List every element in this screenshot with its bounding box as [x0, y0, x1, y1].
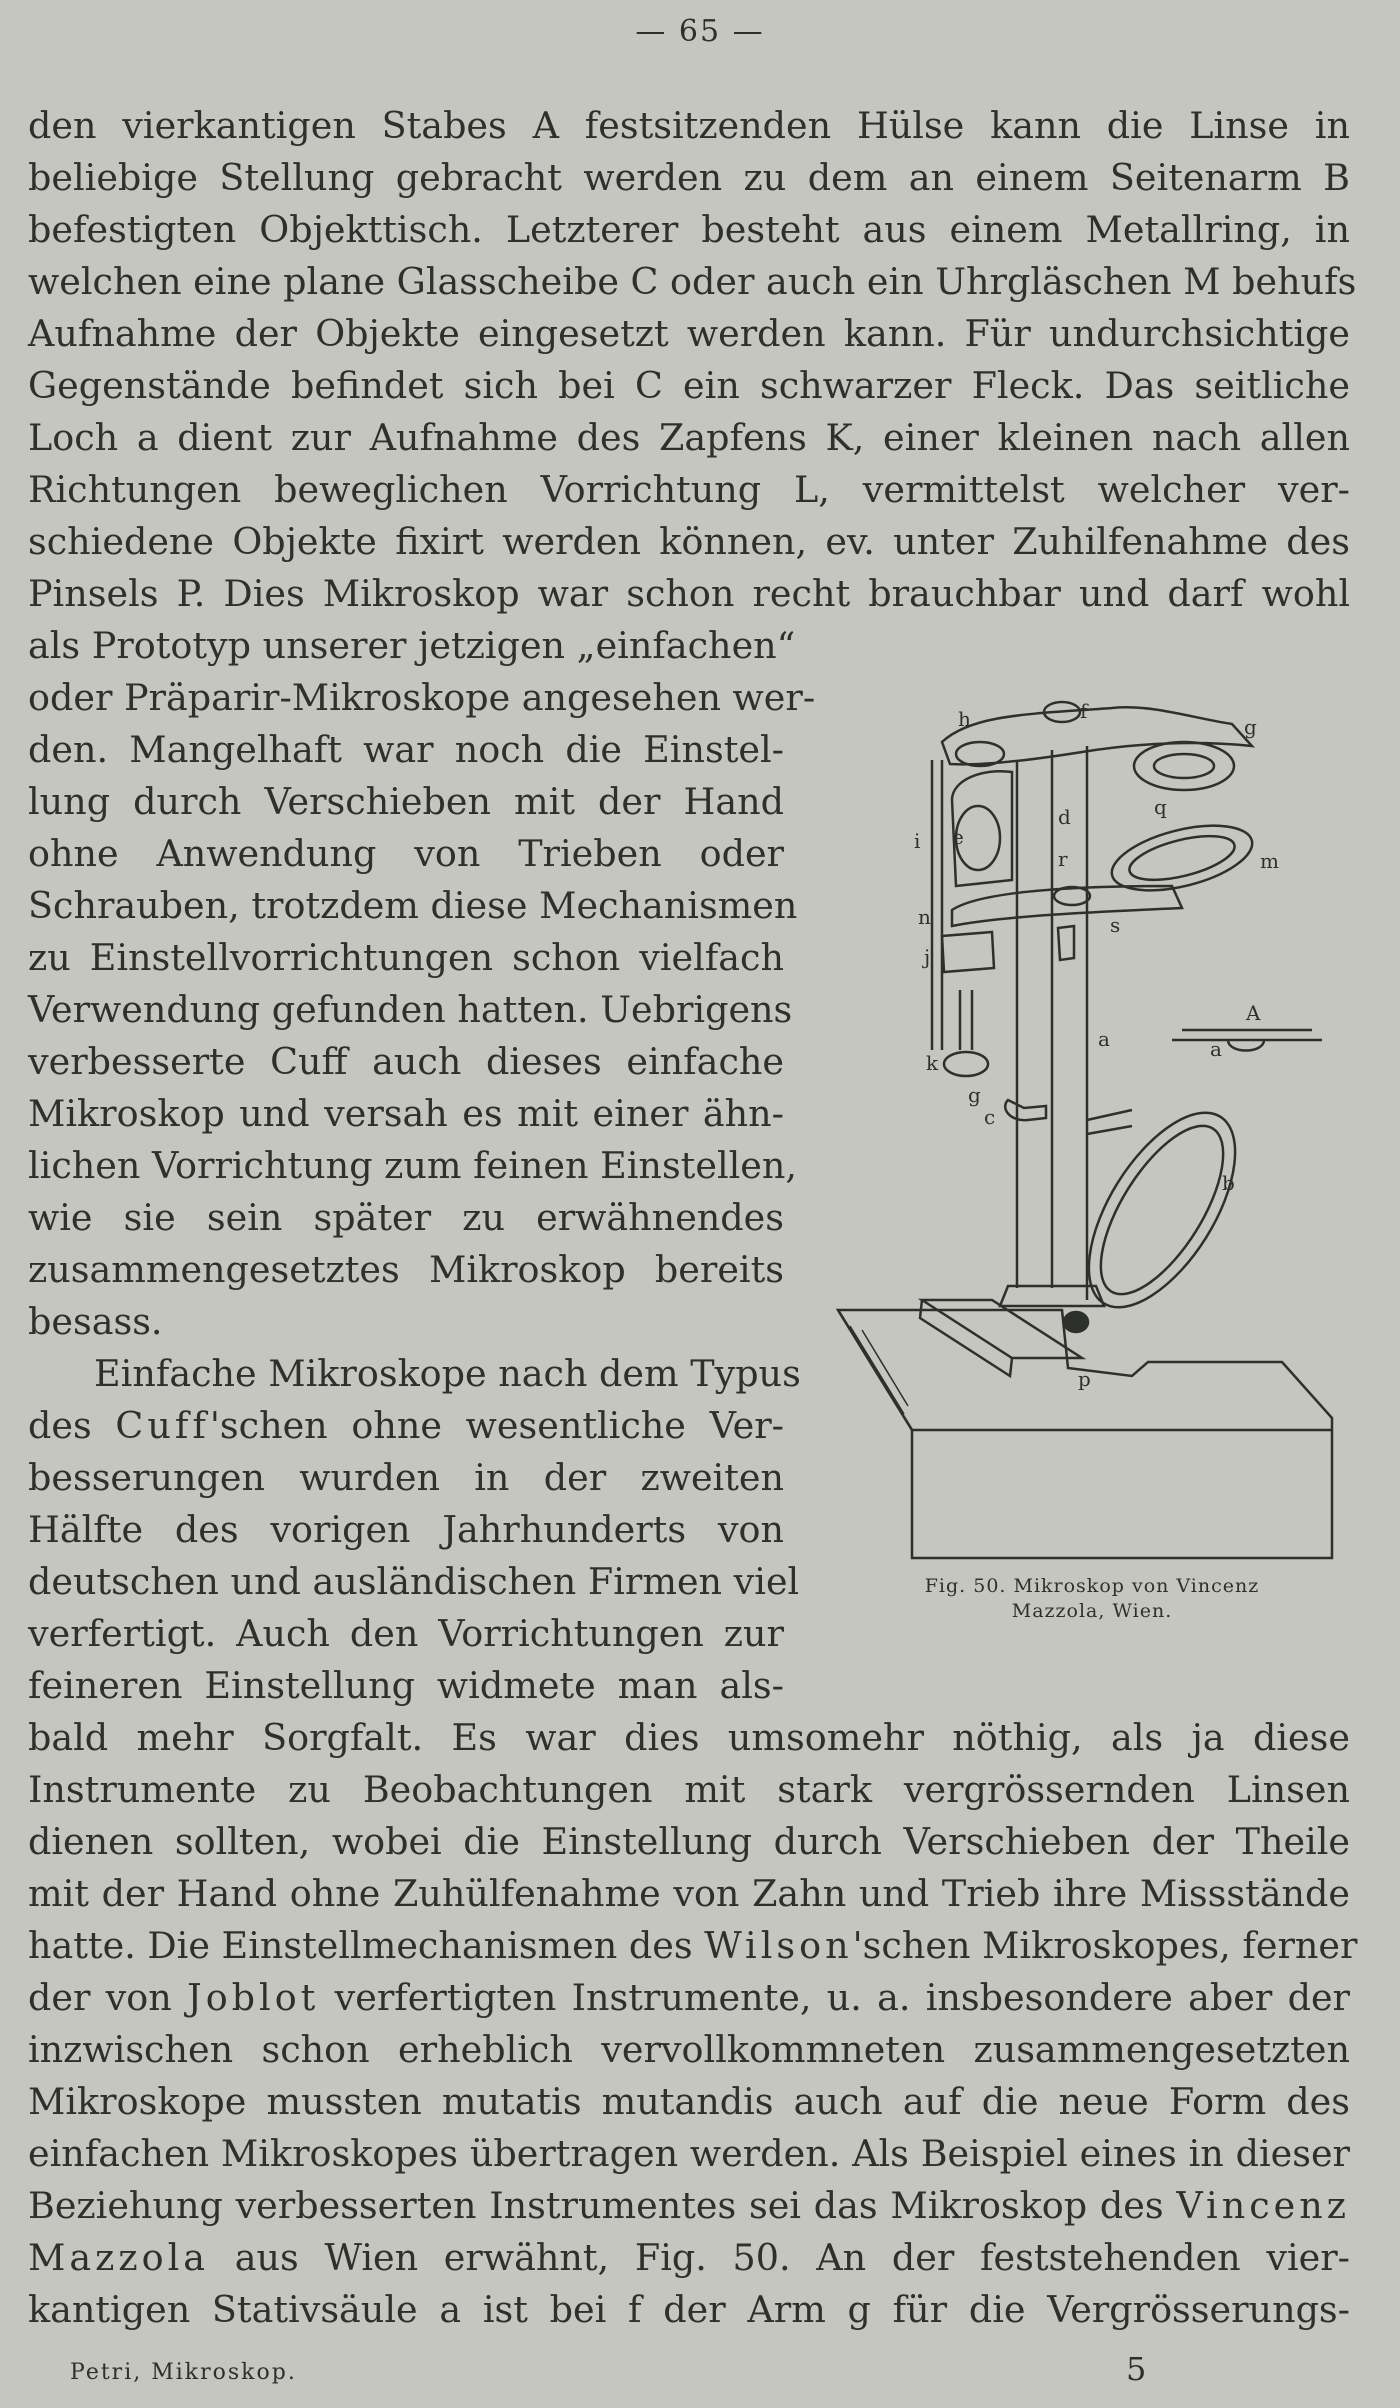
inset-rod-A — [1172, 1030, 1322, 1040]
text-line: Hälfte des vorigen Jahrhunderts von — [28, 1508, 784, 1551]
figure-50-microscope — [832, 690, 1352, 1570]
knob-k-stem — [960, 990, 972, 1050]
person-name: Cuff — [115, 1404, 210, 1447]
text-run: aus Wien erwähnt, Fig. 50. An der feststehenden vier- — [209, 2236, 1350, 2279]
label-A: A — [1246, 1001, 1261, 1025]
label-g: g — [1244, 715, 1257, 739]
text-line: verfertigt. Auch den Vorrichtungen zur — [28, 1612, 784, 1655]
collar-j-slot — [1058, 926, 1074, 960]
label-p: p — [1078, 1367, 1091, 1391]
text-line: Mikroskope mussten mutatis mutandis auch auf die neue Form des — [28, 2080, 1350, 2123]
label-s: s — [1110, 913, 1121, 937]
stage-screw-s — [1054, 887, 1090, 905]
inset-cup — [1228, 1040, 1264, 1051]
person-name: Joblot — [187, 1976, 320, 2019]
text-line: zusammengesetztes Mikroskop bereits — [28, 1248, 784, 1291]
text-line: ohne Anwendung von Trieben oder — [28, 832, 784, 875]
label-i: i — [914, 829, 921, 853]
text-line: den. Mangelhaft war noch die Einstel- — [28, 728, 784, 771]
text-run: der von — [28, 1976, 188, 2019]
lens-ring-g-inner — [1154, 754, 1214, 778]
text-line — [28, 2180, 1350, 2232]
text-line: inzwischen schon erheblich vervollkommneten zusammengesetzten — [28, 2028, 1350, 2071]
text-line: beliebige Stellung gebracht werden zu dem an einem Seitenarm B — [28, 156, 1350, 199]
text-line: Richtungen beweglichen Vorrichtung L, vermittelst welcher ver- — [28, 468, 1350, 511]
text-line: den vierkantigen Stabes A festsitzenden Hülse kann die Linse in — [28, 104, 1350, 147]
top-arm — [942, 707, 1252, 764]
text-line — [28, 1400, 784, 1452]
figure-caption — [832, 1574, 1352, 1624]
ring-m-inner — [1125, 827, 1239, 888]
person-name: Vincenz — [1176, 2184, 1350, 2227]
label-k: k — [926, 1051, 939, 1075]
text-run: verfertigten Instrumente, u. a. insbesondere aber der — [319, 1976, 1350, 2019]
paragraph-1 — [28, 100, 1357, 620]
text-line: mit der Hand ohne Zuhülfenahme von Zahn und Trieb ihre Missstände — [28, 1872, 1350, 1915]
text-line: lung durch Verschieben mit der Hand — [28, 780, 784, 823]
text-line: verbesserte Cuff auch dieses einfache — [28, 1040, 784, 1083]
person-name: Wilson — [704, 1924, 853, 1967]
top-knob — [956, 742, 1004, 766]
text-line: Pinsels P. Dies Mikroskop war schon recht brauchbar und darf wohl — [28, 572, 1350, 615]
label-f: f — [1080, 699, 1088, 723]
label-d: d — [1058, 805, 1071, 829]
text-line: besass. — [28, 1300, 163, 1343]
label-m: m — [1260, 849, 1279, 873]
text-line: einfachen Mikroskopes übertragen werden. Als Beispiel eines in dieser — [28, 2132, 1350, 2175]
text-line: feineren Einstellung widmete man als- — [28, 1664, 784, 1707]
label-q: q — [1154, 795, 1167, 819]
rod-i — [932, 760, 942, 1050]
text-run: hatte. Die Einstellmechanismen des — [28, 1924, 705, 1967]
caption-line: Fig. 50. Mikroskop von Vincenz — [924, 1575, 1260, 1597]
pillar-column — [1017, 746, 1087, 1300]
paragraph-4 — [28, 1712, 1358, 2336]
text-line: schiedene Objekte fixirt werden können, ev. unter Zuhilfenahme des — [28, 520, 1350, 563]
mirror-b — [1060, 1089, 1265, 1331]
text-run: 'schen ohne wesentliche Ver- — [209, 1404, 784, 1447]
microscope-engraving — [832, 690, 1352, 1570]
label-a: a — [1098, 1027, 1110, 1051]
label-e: e — [952, 825, 964, 849]
caption-line: Mazzola, Wien. — [1011, 1600, 1173, 1622]
label-b: b — [1222, 1171, 1235, 1195]
text-line: befestigten Objekttisch. Letzterer besteht aus einem Metallring, in — [28, 208, 1350, 251]
label-n: n — [918, 905, 931, 929]
text-line: Loch a dient zur Aufnahme des Zapfens K, einer kleinen nach allen — [28, 416, 1350, 459]
ring-m — [1105, 813, 1258, 902]
base-plate — [922, 1300, 1082, 1358]
text-line: Verwendung gefunden hatten. Uebrigens — [28, 988, 793, 1031]
text-line — [28, 1920, 1358, 1972]
label-r: r — [1058, 847, 1068, 871]
text-line: wie sie sein später zu erwähnendes — [28, 1196, 784, 1239]
text-line: bald mehr Sorgfalt. Es war dies umsomehr nöthig, als ja diese — [28, 1716, 1350, 1759]
text-line: oder Präparir-Mikroskope angesehen wer- — [28, 676, 816, 719]
paragraph-3 — [28, 1348, 801, 1712]
text-line: besserungen wurden in der zweiten — [28, 1456, 784, 1499]
text-line: Einfache Mikroskope nach dem Typus — [94, 1352, 801, 1395]
text-line: Gegenstände befindet sich bei C ein schwarzer Fleck. Das seitliche — [28, 364, 1350, 407]
text-line: Schrauben, trotzdem diese Mechanismen — [28, 884, 798, 927]
text-line: lichen Vorrichtung zum feinen Einstellen, — [28, 1144, 797, 1187]
pillar-foot — [1000, 1286, 1104, 1306]
text-line — [28, 1972, 1350, 2024]
label-h: h — [958, 707, 971, 731]
text-run: 'schen Mikroskopes, ferner — [852, 1924, 1358, 1967]
mirror-arm — [1087, 1110, 1132, 1134]
text-line: Aufnahme der Objekte eingesetzt werden kann. Für undurchsichtige — [28, 312, 1350, 355]
text-line — [28, 2232, 1350, 2284]
base-plate-edge — [920, 1300, 1012, 1376]
text-line: Instrumente zu Beobachtungen mit stark vergrössernden Linsen — [28, 1768, 1350, 1811]
lens-ring-g — [1134, 742, 1234, 790]
text-line: welchen eine plane Glasscheibe C oder auch ein Uhrgläschen M behufs — [28, 260, 1357, 303]
text-run: des — [28, 1404, 116, 1447]
text-line: deutschen und ausländischen Firmen viel — [28, 1560, 800, 1603]
knob-k — [944, 1052, 988, 1076]
text-run: Beziehung verbesserten Instrumentes sei das Mikroskop des — [28, 2184, 1177, 2227]
paragraph-2 — [28, 620, 816, 1348]
label-a-inset: a — [1210, 1037, 1222, 1061]
collar-j — [942, 932, 994, 972]
running-footer: Petri, Mikroskop. — [70, 2360, 297, 2385]
text-line: dienen sollten, wobei die Einstellung durch Verschieben der Theile — [28, 1820, 1350, 1863]
label-j: j — [924, 945, 931, 969]
text-line: als Prototyp unserer jetzigen „einfachen“ — [28, 624, 796, 667]
person-name: Mazzola — [28, 2236, 210, 2279]
signature-mark: 5 — [1126, 2350, 1147, 2388]
text-line: kantigen Stativsäule a ist bei f der Arm g für die Vergrösserungs- — [28, 2288, 1350, 2331]
label-g-lower: g — [968, 1083, 981, 1107]
base-shading — [850, 1326, 908, 1414]
page-header: — 65 — — [635, 14, 765, 49]
clamp-c — [1005, 1100, 1046, 1120]
base-block — [838, 1310, 1332, 1558]
text-line: zu Einstellvorrichtungen schon vielfach — [28, 936, 784, 979]
text-line: Mikroskop und versah es mit einer ähn- — [28, 1092, 784, 1135]
pillar-knob — [1064, 1312, 1088, 1332]
label-c: c — [984, 1105, 996, 1129]
stage-plate — [952, 886, 1182, 926]
